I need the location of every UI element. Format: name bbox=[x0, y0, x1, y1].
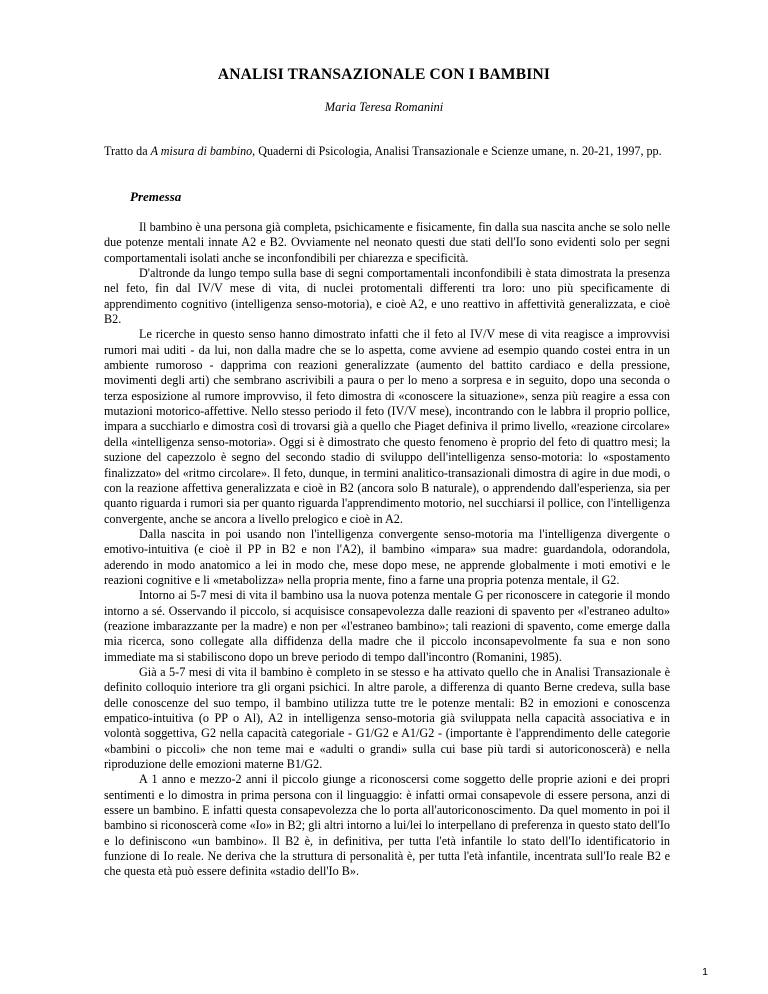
document-body bbox=[104, 220, 670, 880]
source-details: , Quaderni di Psicologia, Analisi Transazionale e Scienze umane, n. 20-21, 1997, pp. bbox=[252, 144, 662, 158]
section-heading: Premessa bbox=[130, 189, 182, 204]
source-prefix: Tratto da bbox=[104, 144, 151, 158]
body-paragraph: A 1 anno e mezzo-2 anni il piccolo giunge a riconoscersi come soggetto delle proprie azioni e dei propri sentimenti e lo dimostra in prima persona con il linguaggio: è infatti ormai consapevole di essere persona, anzi di essere un bambino. E infatti questa consapevolezza che lo porta all'autoriconoscimento. Da quel momento in poi il bambino si riconoscerà come «Io» in B2; gli altri intorno a lui/lei lo interpellano di preferenza in questo stato dell'Io e lo definiscono «un bambino». Il B2 è, in definitiva, per tutta l'età infantile lo stato dell'Io identificatorio in funzione di Io reale. Ne deriva che la struttura di personalità è, per tutta l'età infantile, incentrata sull'Io reale B2 e che questa età può essere definita «stadio dell'Io B». bbox=[104, 772, 670, 879]
body-paragraph: Intorno ai 5-7 mesi di vita il bambino usa la nuova potenza mentale G per riconoscere in categorie il mondo intorno a sé. Osservando il piccolo, si acquisisce consapevolezza dalle reazioni di spavento per «l'estraneo adulto» (reazione imbarazzante per la madre) e non per «l'estraneo bambino»; tali reazioni di spavento, come emerge dalla mia ricerca, sono collegate alla diffidenza della madre che il piccolo inconsapevolmente fa sua e non sono immediate ma si stabiliscono dopo un breve periodo di tempo dall'incontro (Romanini, 1985). bbox=[104, 588, 670, 664]
body-paragraph: Dalla nascita in poi usando non l'intelligenza convergente senso-motoria ma l'intelligenza divergente o emotivo-intuitiva (e cioè il PP in B2 e non l'A2), il bambino «impara» sua madre: guardandola, odorandola, aderendo in modo anatomico a lei in modo che, mese dopo mese, ne apprende globalmente i moti emotivi e le reazioni cognitive e li «metabolizza» nella propria mente, fino a farne una propria potenza mentale, il G2. bbox=[104, 526, 670, 587]
source-citation bbox=[104, 144, 704, 159]
document-title: ANALISI TRANSAZIONALE CON I BAMBINI bbox=[217, 66, 551, 83]
body-paragraph: Il bambino è una persona già completa, psichicamente e fisicamente, fin dalla sua nascita anche se solo nelle due potenze mentali innate A2 e B2. Ovviamente nel neonato questi due stati dell'Io sono evidenti solo per segni comportamentali isolati anche se inconfondibili per chiarezza e specificità. bbox=[104, 220, 670, 265]
source-work-title: A misura di bambino bbox=[150, 144, 253, 158]
page-number: 1 bbox=[702, 966, 708, 978]
body-paragraph: Le ricerche in questo senso hanno dimostrato infatti che il feto al IV/V mese di vita reagisce a improvvisi rumori mai uditi - da lui, non dalla madre che se lo aspetta, come avviene ad esempio quando costei entra in un ambiente rumoroso - dapprima con reazioni generalizzate (aumento del battito cardiaco e della pressione, movimenti degli arti) che sembrano ascrivibili a paura o per lo meno a sorpresa e in seguito, dopo una seconda o terza esposizione al rumore improvviso, il feto dimostra di «conoscere la situazione», senza più reagire a essa con mutazioni motorico-affettive. Nello stesso periodo il feto (IV/V mese), incontrando con le labbra il proprio pollice, impara a succhiarlo e dimostra così di trovarsi già a quello che Piaget definiva il primo livello, «reazione circolare» della «intelligenza senso-motoria». Oggi si è dimostrato che questo fenomeno è proprio del feto di quattro mesi; la suzione del capezzolo è segno del secondo stadio di sviluppo dell'intelligenza senso-motoria: lo «spostamento finalizzato» del «ritmo circolare». Il feto, dunque, in termini analitico-transazionali dimostra di agire in due modi, o con la reazione affettiva generalizzata e cioè in B2 (ancora solo B naturale), o apprendendo dall'esperienza, sia per quanto riguarda i rumori sia per quanto riguarda l'apprendimento motorio, nel succhiarsi il pollice, con l'intelligenza convergente, anche se ancora a livello prelogico e cioè in A2. bbox=[104, 327, 670, 526]
body-paragraph: D'altronde da lungo tempo sulla base di segni comportamentali inconfondibili è stata dimostrata la presenza nel feto, fin dal IV/V mese di vita, di nuclei protomentali differenti tra loro: uno più specificamente di apprendimento cognitivo (intelligenza senso-motoria), e cioè A2, e uno reattivo in affettività generalizzata, e cioè B2. bbox=[104, 266, 670, 327]
document-author: Maria Teresa Romanini bbox=[324, 100, 444, 114]
body-paragraph: Già a 5-7 mesi di vita il bambino è completo in se stesso e ha attivato quello che in Analisi Transazionale è definito colloquio interiore tra gli organi psichici. In altre parole, a differenza di quanto Berne credeva, sulla base delle conoscenze del suo tempo, il bambino utilizza tutte tre le potenze mentali: B2 in emozioni e conoscenza empatico-intuitiva (o PP o Al), A2 in intelligenza senso-motoria già sviluppata nella capacità associativa e in volontà soggettiva, G2 nella capacità categoriale - G1/G2 e A1/G2 - (importante è l'apprendimento delle categorie «bambini o piccoli» che non teme mai e «adulti o grandi» sulla cui base più tardi si autoriconoscerà) e nella riproduzione delle emozioni materne B1/G2. bbox=[104, 664, 670, 772]
